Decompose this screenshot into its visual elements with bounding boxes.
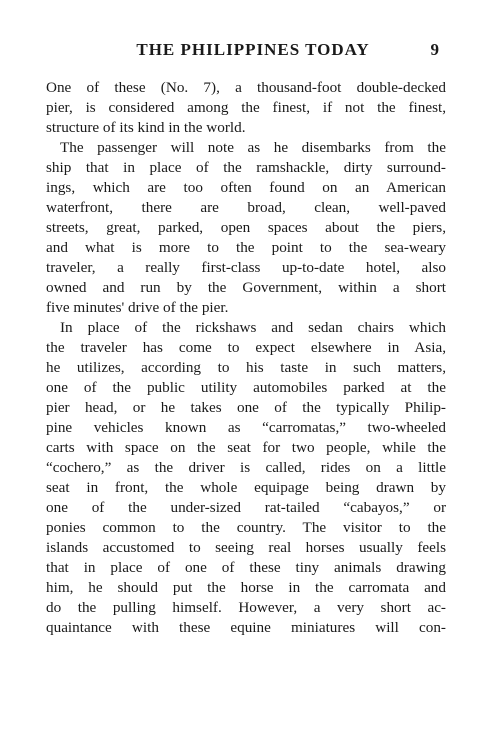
- body-text: [46, 78, 446, 638]
- text-line: that in place of one of these tiny animals drawing: [46, 559, 446, 576]
- running-header: [46, 40, 446, 66]
- paragraph: [46, 138, 446, 318]
- text-line: do the pulling himself. However, a very short ac-: [46, 599, 446, 616]
- text-line: streets, great, parked, open spaces about the piers,: [46, 219, 446, 236]
- text-line: carts with space on the seat for two people, while the: [46, 439, 446, 456]
- text-line: ship that in place of the ramshackle, dirty surround-: [46, 159, 446, 176]
- running-title: THE PHILIPPINES TODAY: [136, 40, 370, 59]
- text-line: owned and run by the Government, within a short: [46, 279, 446, 296]
- text-line: him, he should put the horse in the carromata and: [46, 579, 446, 596]
- text-line: islands accustomed to seeing real horses usually feels: [46, 539, 446, 556]
- text-line: ponies common to the country. The visitor to the: [46, 519, 446, 536]
- text-line: The passenger will note as he disembarks from the: [60, 139, 446, 156]
- text-line: pine vehicles known as “carromatas,” two-wheeled: [46, 419, 446, 436]
- text-line: seat in front, the whole equipage being drawn by: [46, 479, 446, 496]
- text-line: traveler, a really first-class up-to-date hotel, also: [46, 259, 446, 276]
- text-line: In place of the rickshaws and sedan chairs which: [60, 319, 446, 336]
- text-line: pier head, or he takes one of the typically Philip-: [46, 399, 446, 416]
- page-number: 9: [430, 40, 440, 59]
- book-page: [46, 40, 446, 636]
- text-line: the traveler has come to expect elsewhere in Asia,: [46, 339, 446, 356]
- text-line: “cochero,” as the driver is called, rides on a little: [46, 459, 446, 476]
- text-line: and what is more to the point to the sea-weary: [46, 239, 446, 256]
- text-line: quaintance with these equine miniatures will con-: [46, 619, 446, 636]
- text-line: One of these (No. 7), a thousand-foot double-decked: [46, 79, 446, 96]
- text-line: he utilizes, according to his taste in such matters,: [46, 359, 446, 376]
- text-line: waterfront, there are broad, clean, well-paved: [46, 199, 446, 216]
- text-line: one of the public utility automobiles parked at the: [46, 379, 446, 396]
- text-line: five minutes' drive of the pier.: [46, 299, 229, 316]
- text-line: one of the under-sized rat-tailed “cabayos,” or: [46, 499, 446, 516]
- text-line: structure of its kind in the world.: [46, 119, 246, 136]
- text-line: pier, is considered among the finest, if not the finest,: [46, 99, 446, 116]
- paragraph: [46, 78, 446, 138]
- paragraph: [46, 318, 446, 638]
- text-line: ings, which are too often found on an American: [46, 179, 446, 196]
